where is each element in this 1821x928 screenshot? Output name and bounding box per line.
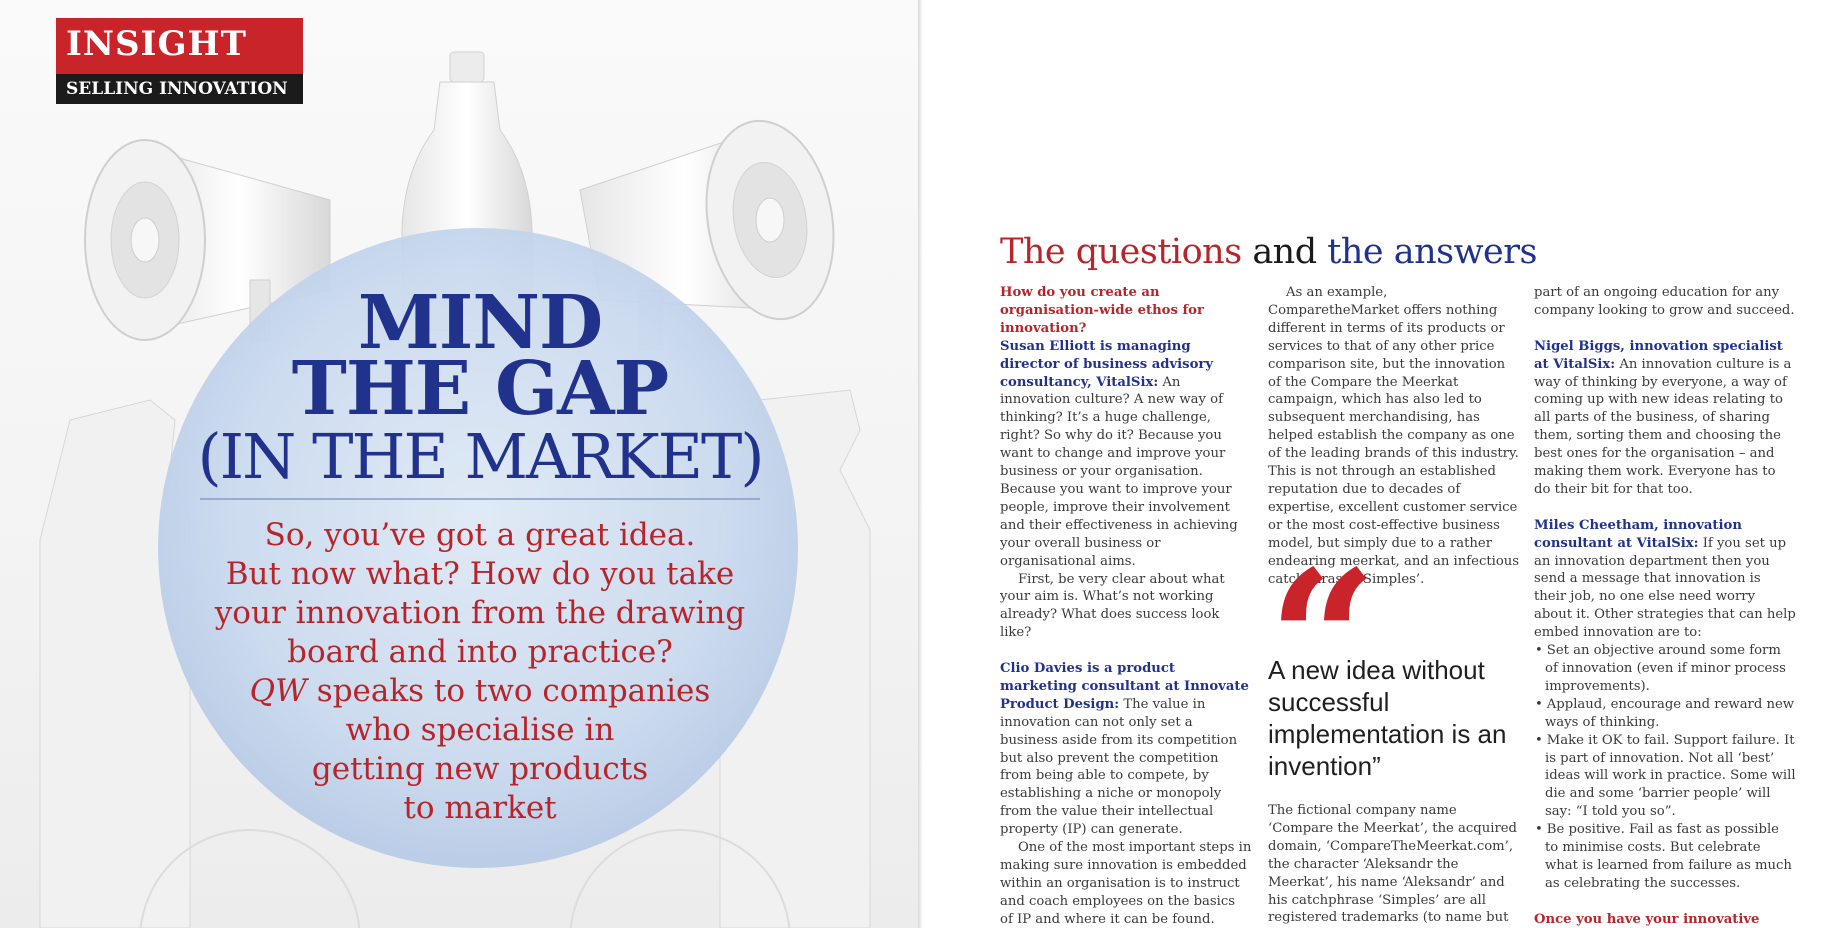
magazine-abbrev: QW — [249, 673, 307, 709]
headline-line-2: THE GAP — [291, 346, 669, 432]
title-and: and — [1241, 232, 1328, 272]
answer-paragraph: Susan Elliott is managing director of business advisory consultancy, VitalSix: An innovation culture? A new way of thinking? It’s a huge challenge, right? So why do it? Because you want to change and improve your business or your organisation. Because you want to improve your people, improve their involvement and their effectiveness in achieving your overall business or organisational aims. — [1000, 338, 1238, 569]
standfirst-line: QW speaks to two companies — [249, 673, 711, 709]
speaker-name: Clio Davies is a product marketing consultant at Innovate Product Design: — [1000, 661, 1249, 712]
standfirst — [160, 516, 800, 828]
standfirst-line: So, you’ve got a great idea. — [264, 517, 696, 553]
answer-paragraph: First, be very clear about what your aim is. What’s not working already? What does success look like? — [1000, 571, 1225, 641]
tips-list — [1534, 642, 1796, 893]
list-item: • Make it OK to fail. Support failure. It is part of innovation. Not all ‘best’ ideas will work in practice. Some will die and some ‘barrier people’ will say: “I told you so”. — [1534, 732, 1796, 822]
answer-paragraph: part of an ongoing education for any company looking to grow and succeed. — [1534, 285, 1795, 318]
cover-headline-block — [160, 280, 800, 828]
standfirst-line: to market — [403, 790, 557, 826]
answer-paragraph: One of the most important steps in making sure innovation is embedded within an organisation is to instruct and coach employees on the basics of IP and where it can be found. — [1000, 840, 1252, 927]
list-item: • Applaud, encourage and reward new ways of thinking. — [1534, 696, 1796, 732]
question-heading: Once you have your innovative — [1534, 911, 1760, 927]
right-page — [924, 0, 1821, 928]
answer-paragraph: Nigel Biggs, innovation specialist at VitalSix: An innovation culture is a way of thinking by everyone, a way of coming up with new ideas relating to all parts of the business, of sharing them, sorting them and choosing the best ones for the organisation – and making them work. Everyone has to do their bit for that too. — [1534, 338, 1792, 497]
headline-line-3: (IN THE MARKET) — [197, 420, 763, 493]
headline-line-1: MIND — [357, 280, 603, 366]
quote-mark-icon — [1268, 566, 1528, 654]
standfirst-line: But now what? How do you take — [225, 556, 735, 592]
section-subtitle: SELLING INNOVATION — [56, 74, 303, 104]
question-heading: How do you create an organisation-wide ethos for innovation? — [1000, 285, 1204, 336]
section-kicker: INSIGHT — [56, 18, 303, 74]
article-column-2 — [1268, 284, 1520, 606]
answer-paragraph: Clio Davies is a product marketing consultant at Innovate Product Design: The value in innovation can not only set a business aside from its competition but also prevent the competition from being able to compete, by establishing a niche or monopoly from the value their intellectual property (IP) can generate. — [1000, 661, 1249, 838]
title-answers: the answers — [1327, 232, 1537, 272]
article-title — [1000, 232, 1537, 272]
list-item: • Be positive. Fail as fast as possible to minimise costs. But celebrate what is learned from failure as much as celebrating the successes. — [1534, 821, 1796, 893]
headline-divider — [200, 498, 760, 500]
article-column-1 — [1000, 284, 1252, 928]
standfirst-line: board and into practice? — [287, 634, 673, 670]
article-column-3 — [1534, 284, 1796, 928]
article-column-2-continued — [1268, 802, 1520, 928]
standfirst-line: your innovation from the drawing — [214, 595, 746, 631]
speaker-name: Nigel Biggs, innovation specialist at VitalSix: — [1534, 338, 1783, 372]
standfirst-line: who specialise in — [345, 712, 615, 748]
list-item: • Set an objective around some form of innovation (even if minor process improvements). — [1534, 642, 1796, 696]
answer-paragraph: As an example, ComparetheMarket offers nothing different in terms of its products or services to that of any other price comparison site, but the innovation of the Compare the Meerkat campaign, which has also led to subsequent merchandising, has helped establish the company as one of the leading brands of this industry. This is not through an established reputation due to decades of expertise, excellent customer service or the most cost-effective business model, but simply due to a rather endearing meerkat, and an infectious catchphrase: ‘Simples’. — [1268, 285, 1520, 587]
title-questions: The questions — [1000, 232, 1242, 272]
speaker-name: Susan Elliott is managing director of business advisory consultancy, VitalSix: — [1000, 338, 1214, 390]
section-tag — [56, 18, 303, 104]
answer-paragraph: The fictional company name ‘Compare the Meerkat’, the acquired domain, ‘CompareTheMeerkat.com’, the character ‘Aleksandr the Meerkat’, his name ‘Aleksandr’ and his catchphrase ‘Simples’ are all registered trademarks (to name but — [1268, 803, 1518, 926]
answer-paragraph: Miles Cheetham, innovation consultant at VitalSix: If you set up an innovation department then you send a message that innovation is their job, no one else need worry about it. Other strategies that can help embed innovation are to: — [1534, 517, 1796, 641]
speaker-name: Miles Cheetham, innovation consultant at VitalSix: — [1534, 517, 1742, 551]
pull-quote-text: A new idea without successful implementation is an invention” — [1268, 655, 1507, 781]
pull-quote — [1268, 566, 1528, 782]
standfirst-line: getting new products — [311, 751, 649, 787]
